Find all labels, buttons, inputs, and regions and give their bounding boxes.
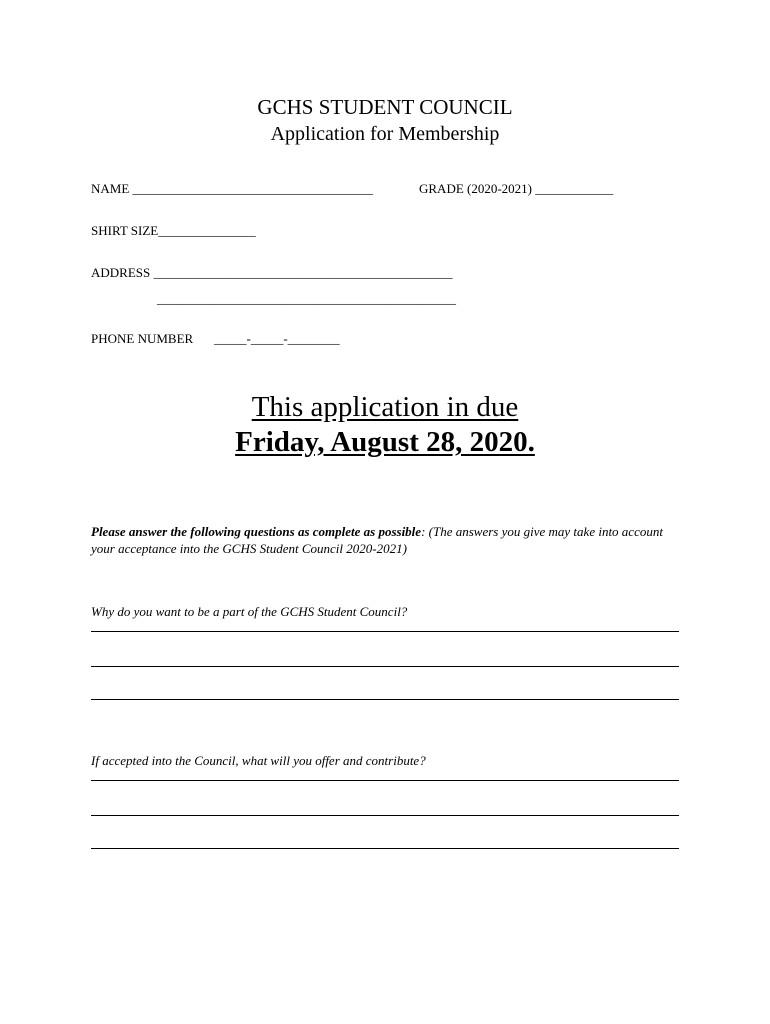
- instructions-detail: : (The answers you give may take into account your acceptance into the GCHS Student Council 2020-2021): [91, 524, 663, 556]
- address-field-line2[interactable]: ______________________________________________: [157, 291, 456, 306]
- answer-line-why-2[interactable]: [91, 666, 679, 667]
- form-subtitle: Application for Membership: [270, 123, 500, 145]
- instructions: [91, 523, 681, 557]
- answer-line-contribute-1[interactable]: [91, 780, 679, 781]
- due-notice-date: Friday, August 28, 2020.: [235, 426, 535, 458]
- due-notice-line1: This application in due: [251, 391, 519, 423]
- shirt-size-field[interactable]: SHIRT SIZE_______________: [91, 223, 256, 238]
- answer-line-why-3[interactable]: [91, 699, 679, 700]
- address-field-line1[interactable]: ADDRESS ______________________________________________: [91, 265, 453, 280]
- phone-field[interactable]: _____-_____-________: [214, 331, 340, 346]
- answer-line-contribute-3[interactable]: [91, 848, 679, 849]
- phone-label: PHONE NUMBER: [91, 331, 194, 346]
- answer-line-contribute-2[interactable]: [91, 815, 679, 816]
- form-title: GCHS STUDENT COUNCIL: [257, 95, 513, 119]
- question-why-join: Why do you want to be a part of the GCHS Student Council?: [91, 604, 408, 619]
- question-contribute: If accepted into the Council, what will you offer and contribute?: [91, 753, 426, 768]
- grade-field[interactable]: GRADE (2020-2021) ____________: [419, 181, 614, 196]
- instructions-emphasis: Please answer the following questions as complete as possible: [91, 524, 422, 539]
- answer-line-why-1[interactable]: [91, 631, 679, 632]
- name-field[interactable]: NAME _____________________________________: [91, 181, 374, 196]
